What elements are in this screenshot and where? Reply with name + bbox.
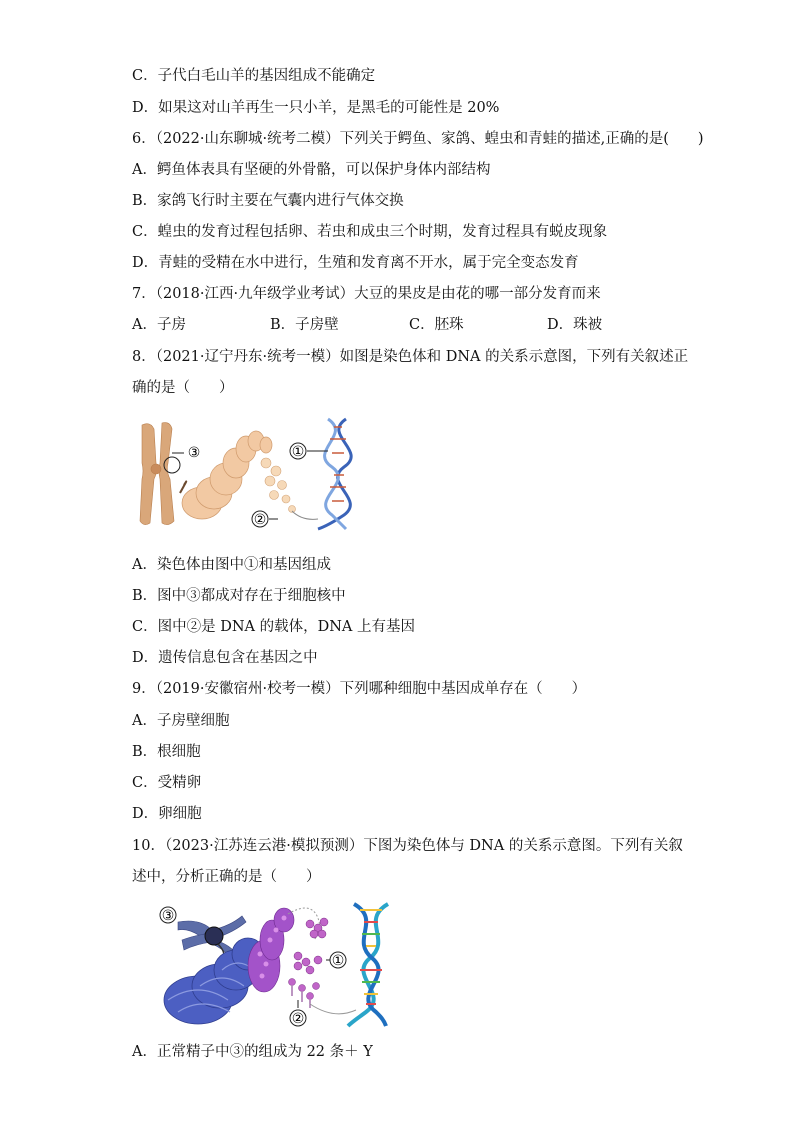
- label-1: ①: [291, 444, 305, 460]
- chromosome-dna-diagram-2: [138, 900, 398, 1032]
- question-8-line1: 8．（2021·辽宁丹东·统考一模）如图是染色体和 DNA 的关系示意图，下列有关叙述正: [132, 349, 689, 365]
- nucleosome-beads: [289, 918, 329, 1000]
- label-2: ②: [253, 512, 267, 528]
- q8-option-c: C．图中②是 DNA 的载体，DNA 上有基因: [132, 619, 415, 635]
- q7-option-c: C．胚珠: [409, 317, 464, 333]
- line-c-option: C．子代白毛山羊的基因组成不能确定: [132, 68, 376, 84]
- bead-coil: [248, 908, 294, 992]
- label-2: ②: [291, 1011, 305, 1027]
- q8-option-a: A．染色体由图中①和基因组成: [132, 557, 331, 573]
- q10-option-a: A．正常精子中③的组成为 22 条＋ Y: [132, 1044, 373, 1060]
- question-8-line2: 确的是（ ）: [132, 380, 234, 396]
- q6-option-a: A．鳄鱼体表具有坚硬的外骨骼，可以保护身体内部结构: [132, 162, 491, 178]
- q7-option-d: D．珠被: [547, 317, 603, 333]
- q9-option-b: B．根细胞: [132, 744, 201, 760]
- q6-option-d: D．青蛙的受精在水中进行，生殖和发育离不开水，属于完全变态发育: [132, 255, 579, 271]
- q9-option-a: A．子房壁细胞: [132, 713, 230, 729]
- q6-option-c: C．蝗虫的发育过程包括卵、若虫和成虫三个时期，发育过程具有蜕皮现象: [132, 224, 608, 240]
- q7-option-a: A．子房: [132, 317, 186, 333]
- question-10-line1: 10．（2023·江苏连云港·模拟预测）下图为染色体与 DNA 的关系示意图。下列有关叙: [132, 838, 683, 854]
- question-6: 6．（2022·山东聊城·统考二模）下列关于鳄鱼、家鸽、蝗虫和青蛙的描述,正确的是( ): [132, 131, 704, 147]
- q9-option-c: C．受精卵: [132, 775, 202, 791]
- q8-option-b: B．图中③都成对存在于细胞核中: [132, 588, 346, 604]
- label-3: ③: [161, 908, 175, 924]
- q7-option-b: B．子房壁: [270, 317, 339, 333]
- nucleosome-beads: [261, 458, 296, 513]
- q6-option-b: B．家鸽飞行时主要在气囊内进行气体交换: [132, 193, 404, 209]
- dna-helix: [318, 419, 351, 529]
- chromosome-shape: [140, 423, 174, 525]
- q9-option-d: D．卵细胞: [132, 806, 202, 822]
- question-10-line2: 述中，分析正确的是（ ）: [132, 869, 321, 885]
- q8-option-d: D．遗传信息包含在基因之中: [132, 650, 318, 666]
- label-3: ③: [187, 445, 201, 461]
- chromosome-dna-diagram-1: [132, 415, 364, 533]
- question-7: 7．（2018·江西·九年级学业考试）大豆的果皮是由花的哪一部分发育而来: [132, 286, 601, 302]
- line-d-option: D．如果这对山羊再生一只小羊，是黑毛的可能性是 20%: [132, 100, 500, 116]
- question-9: 9．（2019·安徽宿州·校考一模）下列哪种细胞中基因成单存在（ ）: [132, 681, 587, 697]
- label-1: ①: [331, 953, 345, 969]
